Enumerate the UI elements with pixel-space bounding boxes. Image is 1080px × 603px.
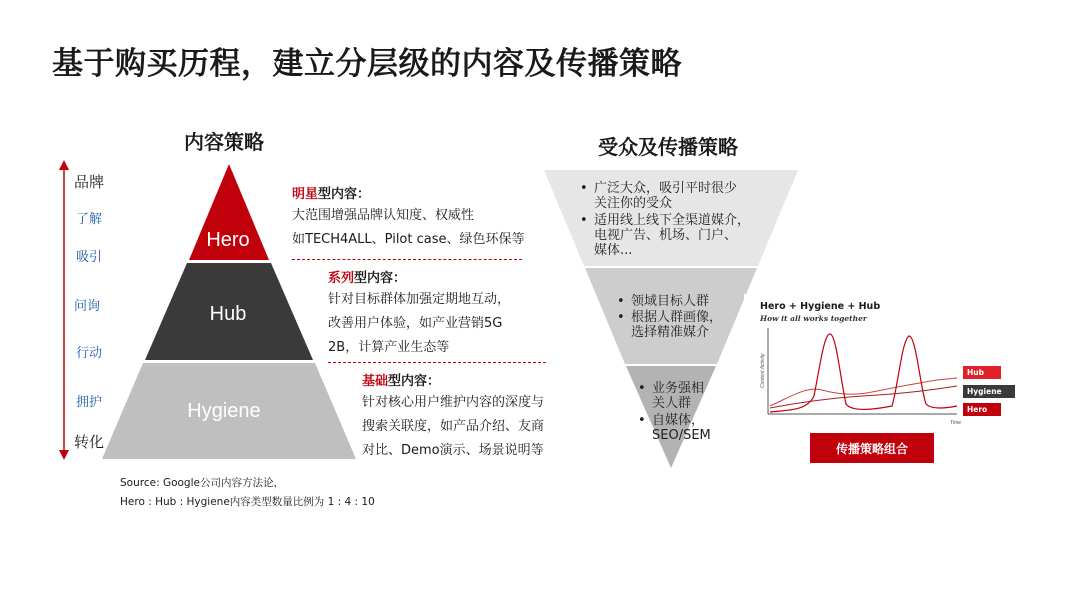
stage-attract: 吸引 — [76, 250, 103, 265]
hero-desc-line2: 如TECH4ALL、Pilot case、绿色环保等 — [292, 232, 525, 247]
pyramid-hero-label: Hero — [206, 229, 250, 251]
hub-desc-line3: 2B，计算产业生态等 — [328, 340, 450, 355]
hub-desc-line1: 针对目标群体加强定期地互动， — [328, 292, 511, 307]
combo-chart-x-label: Time — [950, 420, 962, 426]
source-note-line2: Hero : Hub : Hygiene内容类型数量比例为 1 : 4 : 10 — [120, 496, 375, 508]
strategy-combo-button[interactable]: 传播策略组合 — [810, 433, 934, 463]
funnel-tier3-bullet2: • 自媒体， SEO/SEM — [638, 413, 711, 443]
hub-desc-title: 系列型内容： — [328, 271, 407, 286]
stage-advocate: 拥护 — [76, 395, 103, 410]
funnel-tier2-bullet1: • 领域目标人群 — [617, 294, 710, 309]
combo-chart — [752, 326, 962, 430]
combo-chart-title: Hero + Hygiene + Hub — [760, 301, 881, 312]
stage-understand: 了解 — [76, 212, 103, 227]
audience-strategy-heading: 受众及传播策略 — [598, 135, 738, 159]
hub-line — [770, 378, 957, 406]
hero-line — [770, 334, 957, 412]
legend-hero: Hero — [963, 403, 1001, 416]
hygiene-desc-line2: 搜索关联度，如产品介绍、友商 — [362, 419, 545, 434]
hygiene-desc-line3: 对比、Demo演示、场景说明等 — [362, 443, 544, 458]
hero-desc-title: 明星型内容： — [292, 187, 371, 202]
hero-desc-line1: 大范围增强品牌认知度、权威性 — [292, 208, 475, 223]
funnel-tier3-bullet1: • 业务强相 关人群 — [638, 381, 705, 411]
stage-inquire: 问询 — [74, 299, 101, 314]
combo-chart-y-label: Content Activity — [760, 353, 766, 388]
hygiene-desc-line1: 针对核心用户维护内容的深度与 — [362, 395, 545, 410]
stage-act: 行动 — [76, 346, 103, 361]
page-title: 基于购买历程，建立分层级的内容及传播策略 — [52, 46, 682, 82]
journey-arrow — [56, 160, 72, 460]
hygiene-line — [770, 386, 957, 408]
source-note-line1: Source: Google公司内容方法论， — [120, 477, 284, 489]
hygiene-desc-title: 基础型内容： — [362, 374, 441, 389]
combo-chart-subtitle: How it all works together — [760, 314, 867, 323]
pyramid-hub-label: Hub — [209, 303, 247, 325]
funnel-tier1-bullet1: • 广泛大众，吸引平时很少 关注你的受众 — [580, 181, 738, 211]
hub-desc-line2: 改善用户体验，如产业营销5G — [328, 316, 503, 331]
stage-brand: 品牌 — [74, 173, 105, 191]
funnel-tier1-bullet2: • 适用线上线下全渠道媒介， 电视广告、机场、门户、 媒体... — [580, 213, 751, 258]
legend-hygiene: Hygiene — [963, 385, 1015, 398]
funnel-tier2-bullet2: • 根据人群画像， 选择精准媒介 — [617, 310, 723, 340]
content-strategy-heading: 内容策略 — [184, 130, 264, 154]
hero-divider — [292, 259, 522, 260]
legend-hub: Hub — [963, 366, 1001, 379]
pyramid-hygiene-label: Hygiene — [187, 400, 261, 422]
hub-divider — [328, 362, 546, 363]
stage-convert: 转化 — [74, 433, 105, 451]
